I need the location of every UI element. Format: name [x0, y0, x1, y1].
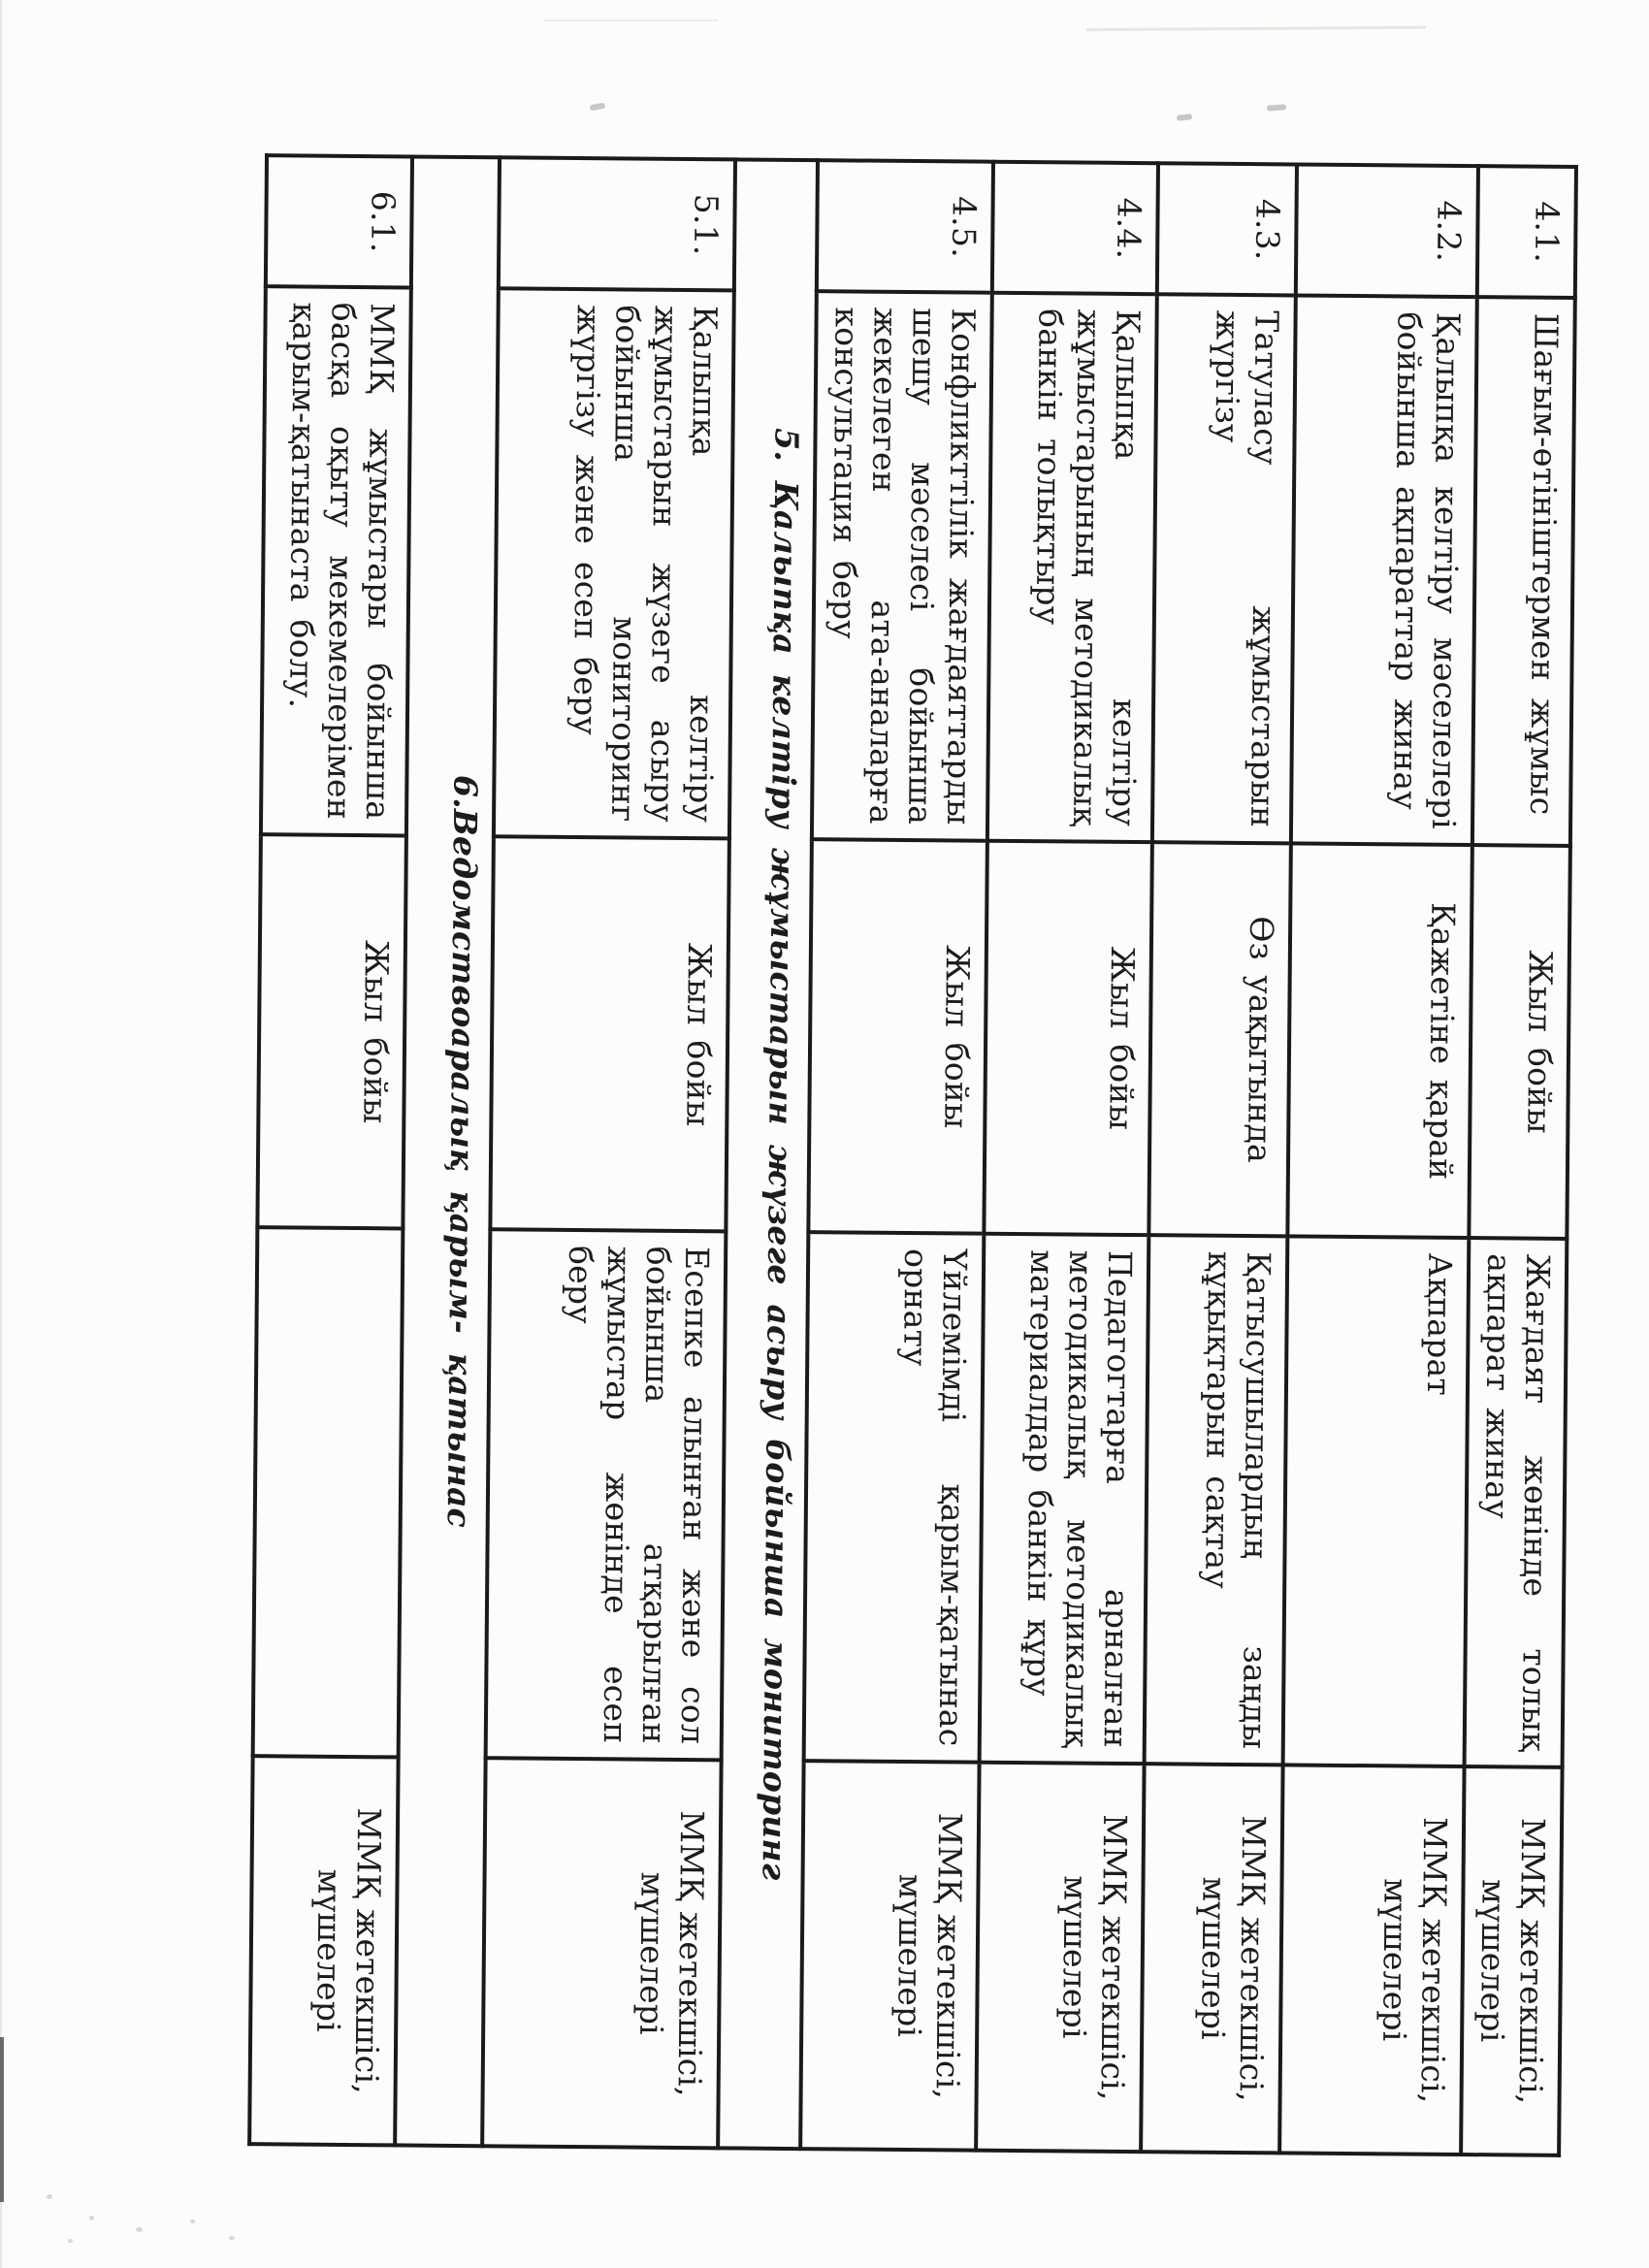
- section-label: 6.Ведомствоаралық қарым- қатынас: [396, 157, 501, 2147]
- row-number-cell: 6.1.: [266, 155, 412, 287]
- responsible-cell: ММҚ жетекшісі, мүшелері: [1280, 1765, 1465, 2155]
- row-number-cell: 4.3.: [1157, 163, 1297, 295]
- table-row: [1142, 163, 1298, 2153]
- responsible-cell: ММҚ жетекшісі, мүшелері: [1462, 1766, 1563, 2155]
- responsible-cell: ММҚ жетекшісі, мүшелері: [1142, 1764, 1283, 2153]
- timing-cell: Қажетіне қарай: [1288, 843, 1473, 1238]
- task-cell: Конфликттілік жағдаяттарды шешу мәселесі бойынша жекелеген ата-аналарға консультация беру: [812, 291, 992, 841]
- row-number-cell: 5.1.: [499, 157, 735, 290]
- timing-cell: Жыл бойы: [809, 839, 988, 1234]
- scan-streak: [1086, 26, 1426, 31]
- task-cell: Шағым-өтініштермен жұмыс: [1472, 297, 1574, 846]
- table-row: [977, 162, 1159, 2152]
- plan-table: [248, 153, 1578, 2157]
- responsible-cell: ММҚ жетекшісі, мүшелері: [250, 1756, 399, 2145]
- section-row: [719, 159, 819, 2149]
- result-cell: Жағдаят жөнінде толық ақпарат жинау: [1465, 1238, 1567, 1767]
- page-edge-shadow: [0, 0, 2, 2268]
- result-cell: Ақпарат: [1283, 1236, 1470, 1766]
- result-cell: Қатысушылардың заңды құқықтарын сақтау: [1145, 1235, 1288, 1765]
- table-row: [250, 155, 413, 2145]
- section-row: [396, 157, 501, 2147]
- task-cell: Қалыпқа келтіру жұмыстарының методикалық банкін толықтыру: [987, 293, 1157, 842]
- task-cell: ММҚ жұмыстары бойынша басқа оқыту мекемелерімен қарым-қатынаста болу.: [261, 286, 411, 835]
- rotated-sheet: [269, 153, 1578, 2154]
- result-cell: Есепке алынған және сол бойынша атқарылған жұмыстар жөнінде есеп беру: [486, 1229, 727, 1760]
- scan-dot: [89, 2216, 94, 2220]
- timing-cell: Жыл бойы: [1470, 845, 1570, 1239]
- result-cell: [253, 1227, 404, 1757]
- scan-dot: [68, 2239, 73, 2243]
- scan-dot: [136, 2227, 143, 2232]
- result-cell: Педагогтарға арналған методикалық методикалық материалдар банкін құру: [980, 1234, 1149, 1764]
- table-row: [483, 157, 736, 2148]
- section-label: 5. Қалыпқа келтіру жұмыстарын жүзеге асыру бойынша мониторинг: [719, 159, 819, 2149]
- task-cell: Қалыпқа келтіру мәселелері бойынша ақпараттар жинау: [1291, 295, 1477, 845]
- task-cell: Татуласу жұмыстарын жүргізу: [1152, 294, 1296, 843]
- responsible-cell: ММҚ жетекшісі, мүшелері: [483, 1758, 722, 2148]
- row-number-cell: 4.1.: [1477, 166, 1576, 298]
- scan-speck: [1267, 104, 1286, 111]
- row-number-cell: 4.4.: [992, 162, 1158, 294]
- table-row: [1462, 166, 1576, 2155]
- row-number-cell: 4.5.: [817, 160, 993, 293]
- result-cell: Үйлемімді қарым-қатынас орнату: [804, 1232, 985, 1763]
- timing-cell: Өз уақытында: [1149, 842, 1292, 1236]
- page-edge-shadow: [0, 2037, 4, 2202]
- scan-streak: [543, 19, 718, 21]
- timing-cell: Жыл бойы: [258, 834, 407, 1228]
- table-row: [1280, 164, 1479, 2155]
- task-cell: Қалыпқа келтіру жұмыстарын жүзеге асыру бойынша мониторинг жүргізу және есеп беру: [494, 288, 734, 838]
- responsible-cell: ММҚ жетекшісі, мүшелері: [801, 1761, 980, 2151]
- row-number-cell: 4.2.: [1296, 164, 1478, 297]
- timing-cell: Жыл бойы: [985, 841, 1153, 1235]
- scan-dot: [190, 2219, 195, 2223]
- scan-speck: [1177, 113, 1193, 121]
- table-row: [801, 160, 994, 2151]
- scan-dot: [229, 2236, 235, 2240]
- responsible-cell: ММҚ жетекшісі, мүшелері: [977, 1763, 1145, 2152]
- timing-cell: Жыл бойы: [491, 836, 730, 1231]
- scan-dot: [47, 2194, 52, 2199]
- scan-speck: [590, 103, 606, 112]
